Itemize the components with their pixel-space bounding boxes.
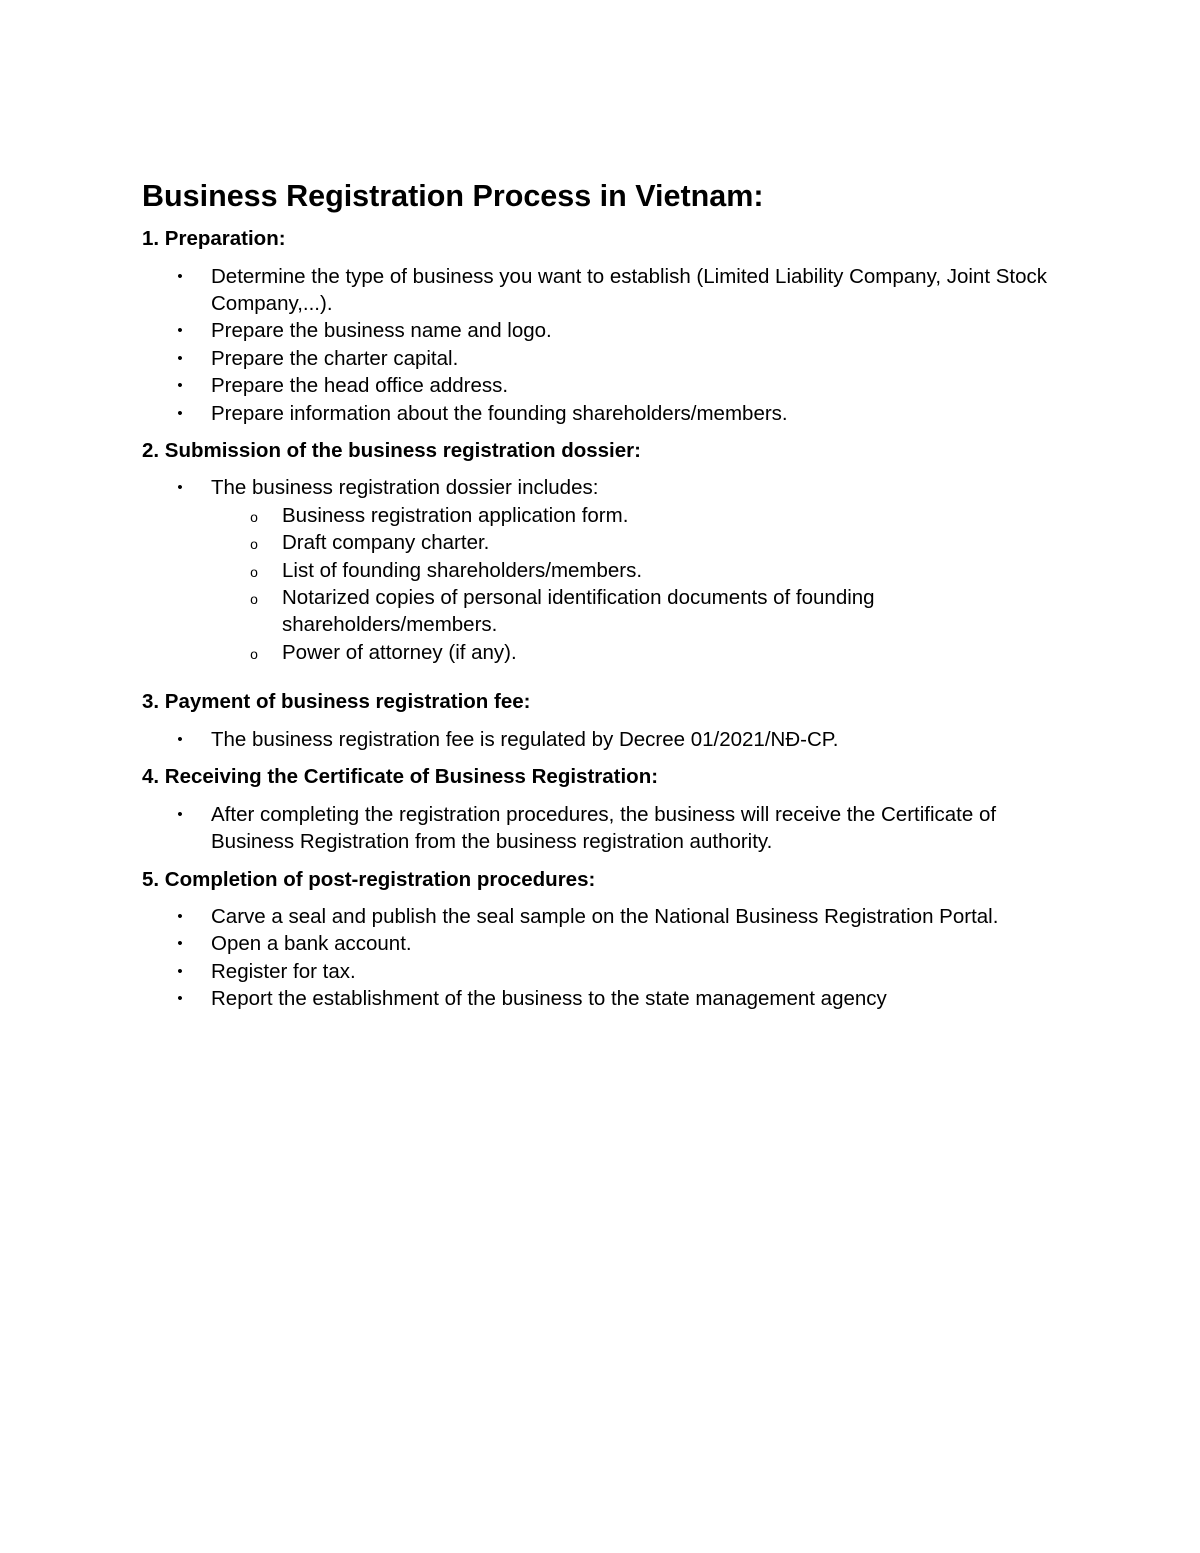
list-item-text: Prepare the head office address. — [211, 374, 509, 398]
circle-bullet-icon: o — [250, 645, 258, 662]
sub-list-item-text: Power of attorney (if any). — [282, 640, 517, 664]
list-item — [142, 400, 1062, 427]
list-item — [142, 263, 1062, 318]
list-item — [142, 726, 1062, 753]
sub-list-item — [142, 502, 1062, 529]
list-item — [142, 903, 1062, 930]
list-item-text: Register for tax. — [211, 959, 356, 983]
list-item-text: Prepare the business name and logo. — [211, 319, 552, 343]
bullet-icon: • — [177, 349, 183, 367]
sub-list-dossier — [211, 502, 1062, 666]
sub-list-item-text: Notarized copies of personal identification documents of founding shareholders/members. — [282, 586, 875, 637]
list-item — [142, 985, 1062, 1012]
list-item-text: Report the establishment of the business to the state management agency — [211, 987, 887, 1011]
list-item-text: Open a bank account. — [211, 932, 412, 956]
spacer — [142, 676, 1062, 688]
list-item-text: The business registration dossier includes: — [211, 476, 599, 500]
list-item — [142, 317, 1062, 344]
bullet-list-preparation — [142, 263, 1062, 427]
sub-list-item — [142, 557, 1062, 584]
bullet-list-submission — [142, 474, 1062, 666]
bullet-icon: • — [177, 479, 183, 497]
bullet-icon: • — [177, 990, 183, 1008]
sub-list-item-text: List of founding shareholders/members. — [282, 558, 643, 582]
list-item-text: Prepare information about the founding shareholders/members. — [211, 401, 788, 425]
bullet-icon: • — [177, 805, 183, 823]
list-item-text: Carve a seal and publish the seal sample on the National Business Registration Portal. — [211, 905, 999, 928]
bullet-icon: • — [177, 404, 183, 422]
circle-bullet-icon: o — [250, 563, 258, 580]
list-item-text: The business registration fee is regulated by Decree 01/2021/NĐ-CP. — [211, 727, 839, 751]
list-item — [142, 345, 1062, 372]
document-title: Business Registration Process in Vietnam: — [142, 179, 764, 213]
circle-bullet-icon: o — [250, 591, 258, 608]
bullet-list-post-registration — [142, 903, 1062, 1013]
sub-list-item-text: Business registration application form. — [282, 503, 629, 527]
sub-list-item-text: Draft company charter. — [282, 531, 490, 555]
list-item-text: After completing the registration procedures, the business will receive the Certificate of Business Registration from the business registration authority. — [211, 802, 997, 854]
section-heading-certificate: 4. Receiving the Certificate of Business Registration: — [142, 765, 659, 789]
bullet-icon: • — [177, 267, 183, 285]
bullet-icon: • — [177, 730, 183, 748]
sub-list-item — [142, 639, 1062, 666]
bullet-list-certificate — [142, 801, 1062, 856]
sub-list-item — [142, 584, 1062, 639]
bullet-icon: • — [177, 935, 183, 953]
bullet-icon: • — [177, 322, 183, 340]
bullet-icon: • — [177, 377, 183, 395]
section-heading-submission: 2. Submission of the business registration dossier: — [142, 438, 641, 462]
bullet-list-payment — [142, 726, 1062, 753]
bullet-icon: • — [177, 962, 183, 980]
bullet-icon: • — [177, 908, 183, 925]
section-heading-post-registration: 5. Completion of post-registration procedures: — [142, 867, 596, 891]
list-item — [142, 372, 1062, 399]
list-item — [142, 474, 1062, 666]
sub-list-item — [142, 529, 1062, 556]
document-body — [142, 174, 1062, 1023]
list-item — [142, 958, 1062, 985]
section-heading-preparation: 1. Preparation: — [142, 227, 286, 250]
list-item — [142, 930, 1062, 957]
list-item-text: Determine the type of business you want to establish (Limited Liability Company, Joint Stock Company,...). — [211, 264, 1047, 315]
circle-bullet-icon: o — [250, 536, 258, 553]
circle-bullet-icon: o — [250, 508, 258, 525]
list-item-text: Prepare the charter capital. — [211, 346, 459, 370]
list-item — [142, 801, 1062, 856]
section-heading-payment: 3. Payment of business registration fee: — [142, 690, 531, 714]
